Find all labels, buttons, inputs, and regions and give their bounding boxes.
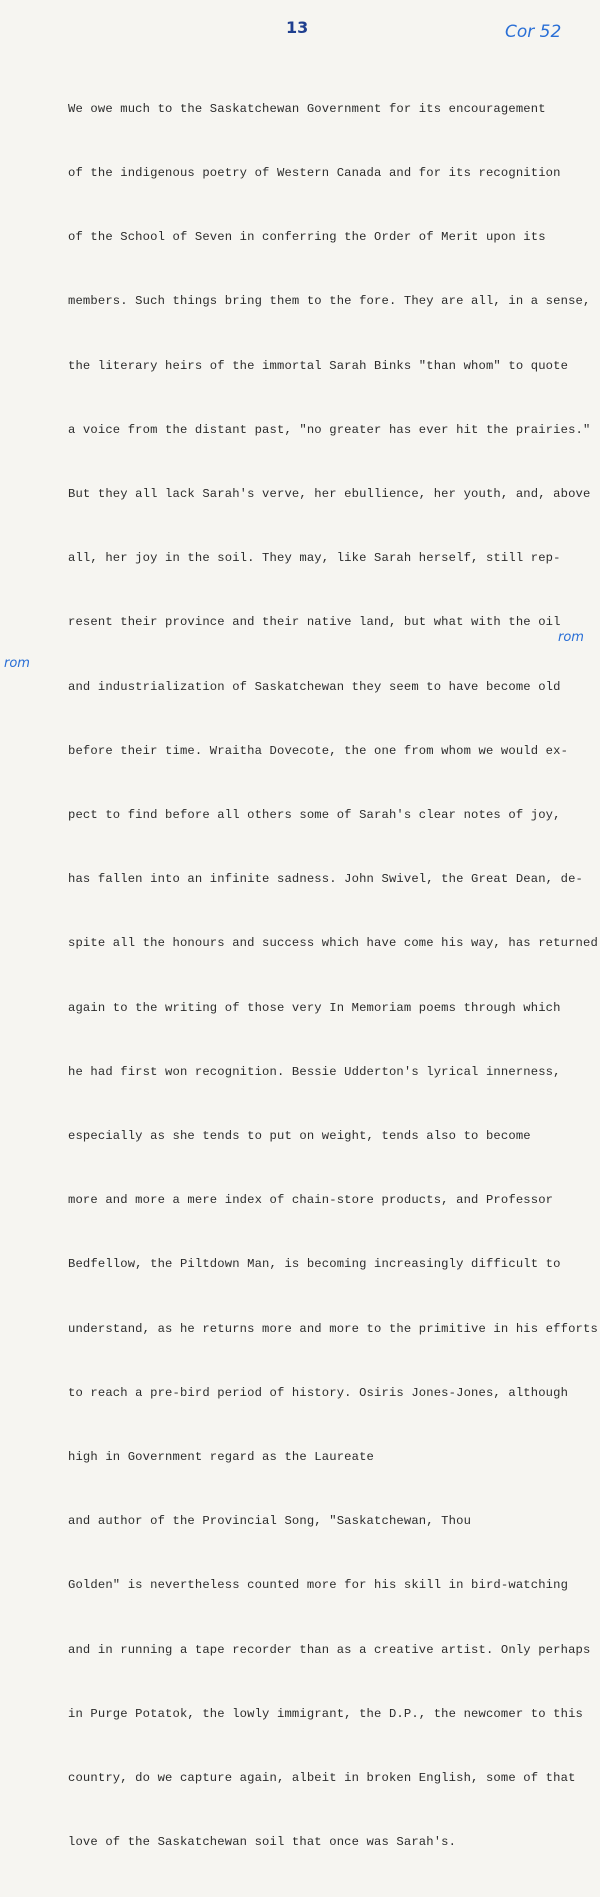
text-line: a voice from the distant past, "no greater has ever hit the prairies." xyxy=(68,422,591,437)
text-line: Golden" is nevertheless counted more for his skill in bird-watching xyxy=(68,1578,569,1593)
text-line: has fallen into an infinite sadness. John Swivel, the Great Dean, de- xyxy=(68,872,583,887)
text-line: of the indigenous poetry of Western Canada and for its recognition xyxy=(68,166,561,181)
text-line: again to the writing of those very In Memoriam poems through which xyxy=(68,1000,561,1015)
text-line: and in running a tape recorder than as a creative artist. Only perhaps xyxy=(68,1642,591,1657)
page-number: 13 xyxy=(286,18,309,37)
text-line: understand, as he returns more and more to the primitive in his efforts xyxy=(68,1321,598,1336)
text-line: and industrialization of Saskatchewan they seem to have become old xyxy=(68,679,561,694)
text-line: resent their province and their native land, but what with the oil xyxy=(68,615,561,630)
text-line: members. Such things bring them to the fore. They are all, in a sense, xyxy=(68,294,591,309)
margin-note-left: rom xyxy=(4,656,30,671)
text-line: before their time. Wraitha Dovecote, the one from whom we would ex- xyxy=(68,743,569,758)
text-line: the literary heirs of the immortal Sarah Binks "than whom" to quote xyxy=(68,358,569,373)
text-line: love of the Saskatchewan soil that once was Sarah's. xyxy=(68,1835,457,1850)
text-line: Bedfellow, the Piltdown Man, is becoming increasingly difficult to xyxy=(68,1257,561,1272)
body-text xyxy=(68,56,598,1897)
text-line: in Purge Potatok, the lowly immigrant, the D.P., the newcomer to this xyxy=(68,1706,583,1721)
text-line: he had first won recognition. Bessie Udderton's lyrical innerness, xyxy=(68,1064,561,1079)
text-line: pect to find before all others some of Sarah's clear notes of joy, xyxy=(68,808,561,823)
text-line: But they all lack Sarah's verve, her ebullience, her youth, and, above xyxy=(68,487,591,502)
text-line: of the School of Seven in conferring the Order of Merit upon its xyxy=(68,230,546,245)
text-line: We owe much to the Saskatchewan Government for its encouragement xyxy=(68,101,546,116)
text-line: all, her joy in the soil. They may, like Sarah herself, still rep- xyxy=(68,551,561,566)
corner-annotation: Cor 52 xyxy=(505,22,562,42)
text-line: to reach a pre-bird period of history. Osiris Jones-Jones, although xyxy=(68,1385,569,1400)
text-line: and author of the Provincial Song, "Saskatchewan, Thou xyxy=(68,1514,472,1529)
text-line: especially as she tends to put on weight, tends also to become xyxy=(68,1129,531,1144)
margin-note-right: rom xyxy=(558,630,584,645)
text-line: spite all the honours and success which have come his way, has returned xyxy=(68,936,598,951)
text-line: country, do we capture again, albeit in broken English, some of that xyxy=(68,1771,576,1786)
text-line: more and more a mere index of chain-store products, and Professor xyxy=(68,1193,554,1208)
text-line: high in Government regard as the Laureate xyxy=(68,1450,375,1465)
